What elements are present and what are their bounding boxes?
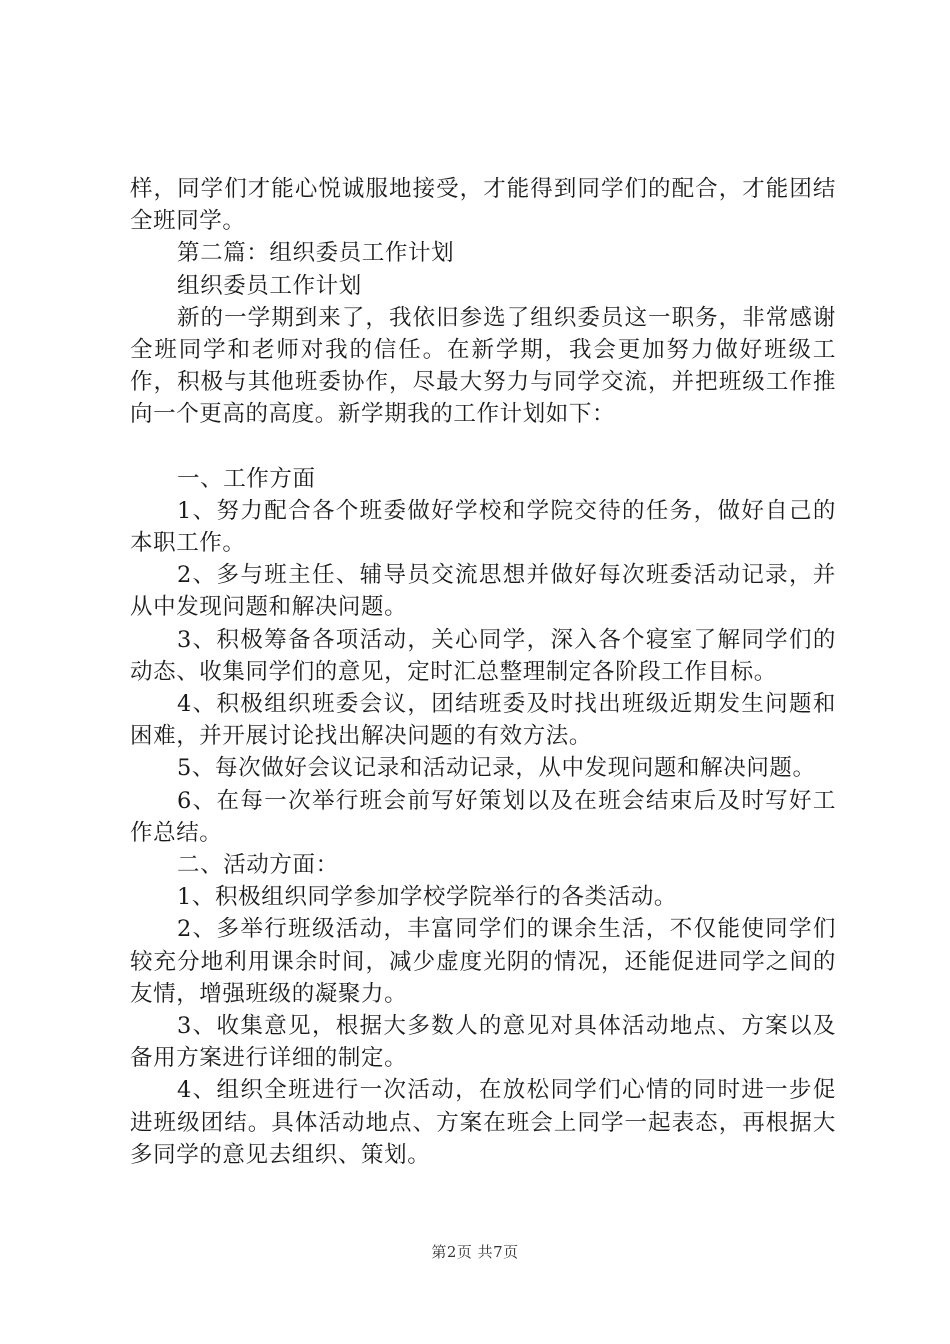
document-title: 组织委员工作计划 <box>177 272 362 299</box>
list-item: 3、积极筹备各项活动，关心同学，深入各个寝室了解同学们的动态、收集同学们的意见，定时汇总整理制定各阶段工作目标。 <box>130 626 836 685</box>
page-number-label: 第2页 共7页 <box>431 1243 519 1261</box>
intro-paragraph: 新的一学期到来了，我依旧参选了组织委员这一职务，非常感谢全班同学和老师对我的信任。在新学期，我会更加努力做好班级工作，积极与其他班委协作，尽最大努力与同学交流，并把班级工作推向一个更高的高度。新学期我的工作计划如下： <box>130 304 836 428</box>
document-body <box>130 173 836 1171</box>
list-item: 2、多与班主任、辅导员交流思想并做好每次班委活动记录，并从中发现问题和解决问题。 <box>130 562 836 621</box>
list-item: 5、每次做好会议记录和活动记录，从中发现问题和解决问题。 <box>177 755 816 782</box>
list-item: 4、积极组织班委会议，团结班委及时找出班级近期发生问题和困难，并开展讨论找出解决问题的有效方法。 <box>130 691 836 750</box>
page-footer <box>0 1241 950 1262</box>
list-item: 2、多举行班级活动，丰富同学们的课余生活，不仅能使同学们较充分地利用课余时间，减少虚度光阴的情况，还能促进同学之间的友情，增强班级的凝聚力。 <box>130 916 836 1007</box>
list-item: 1、努力配合各个班委做好学校和学院交待的任务，做好自己的本职工作。 <box>130 497 836 557</box>
list-item: 1、积极组织同学参加学校学院举行的各类活动。 <box>177 884 678 911</box>
list-item: 3、收集意见，根据大多数人的意见对具体活动地点、方案以及备用方案进行详细的制定。 <box>130 1013 836 1072</box>
list-item: 6、在每一次举行班会前写好策划以及在班会结束后及时写好工作总结。 <box>130 787 836 846</box>
subheading-activities: 二、活动方面： <box>177 852 339 879</box>
section-heading: 第二篇：组织委员工作计划 <box>177 240 455 267</box>
list-item: 4、组织全班进行一次活动，在放松同学们心情的同时进一步促进班级团结。具体活动地点、方案在班会上同学一起表态，再根据大多同学的意见去组织、策划。 <box>130 1077 836 1168</box>
paragraph-continuation: 样，同学们才能心悦诚服地接受，才能得到同学们的配合，才能团结全班同学。 <box>130 176 836 235</box>
subheading-work: 一、工作方面 <box>177 465 316 492</box>
